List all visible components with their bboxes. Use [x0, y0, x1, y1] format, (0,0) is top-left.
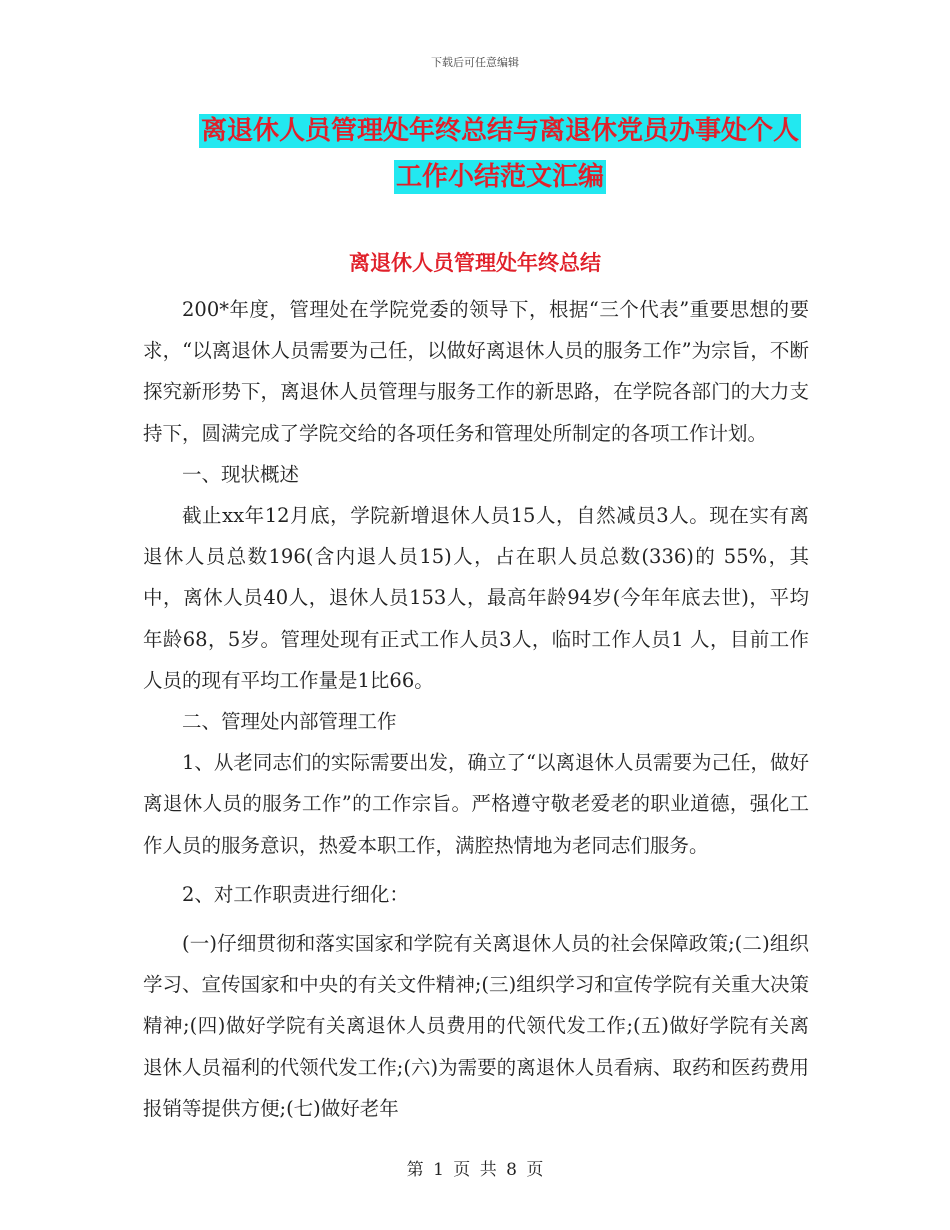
page-number-footer: 第 1 页 共 8 页 [406, 1160, 544, 1180]
paragraph: 截止xx年12月底，学院新增退休人员15人，自然减员3人。现在实有离退休人员总数196(含内退人员15)人，占在职人员总数(336)的 55%，其中，离休人员40人，退休人员153人，最高年龄94岁(今年年底去世)，平均年龄68，5岁。管理处现有正式工作人员3人，临时工作人员1 人，目前工作人员的现有平均工作量是1比66。 [143, 504, 809, 692]
section-title: 离退休人员管理处年终总结 [349, 250, 601, 275]
paragraph-heading: 二、管理处内部管理工作 [182, 710, 397, 734]
paragraph: (一)仔细贯彻和落实国家和学院有关离退休人员的社会保障政策;(二)组织学习、宣传国家和中央的有关文件精神;(三)组织学习和宣传学院有关重大决策精神;(四)做好学院有关离退休人员费用的代领代发工作;(五)做好学院有关离退休人员福利的代领代发工作;(六)为需要的离退休人员看病、取药和医药费用报销等提供方便;(七)做好老年 [143, 932, 809, 1120]
document-title [140, 108, 860, 200]
header-note: 下载后可任意编辑 [431, 56, 519, 69]
paragraph: 1、从老同志们的实际需要出发，确立了“以离退休人员需要为己任，做好离退休人员的服务工作”的工作宗旨。严格遵守敬老爱老的职业道德，强化工作人员的服务意识，热爱本职工作，满腔热情地为老同志们服务。 [143, 751, 809, 857]
body-text [143, 289, 809, 1129]
document-title-line-1: 离退休人员管理处年终总结与离退休党员办事处个人 [200, 116, 799, 146]
paragraph-heading: 一、现状概述 [182, 462, 300, 486]
paragraph: 2、对工作职责进行细化： [182, 882, 409, 906]
paragraph: 200*年度，管理处在学院党委的领导下，根据“三个代表”重要思想的要求，“以离退休人员需要为己任，以做好离退休人员的服务工作”为宗旨，不断探究新形势下，离退休人员管理与服务工作的新思路，在学院各部门的大力支持下，圆满完成了学院交给的各项任务和管理处所制定的各项工作计划。 [143, 298, 809, 445]
document-title-line-2: 工作小结范文汇编 [395, 162, 604, 192]
